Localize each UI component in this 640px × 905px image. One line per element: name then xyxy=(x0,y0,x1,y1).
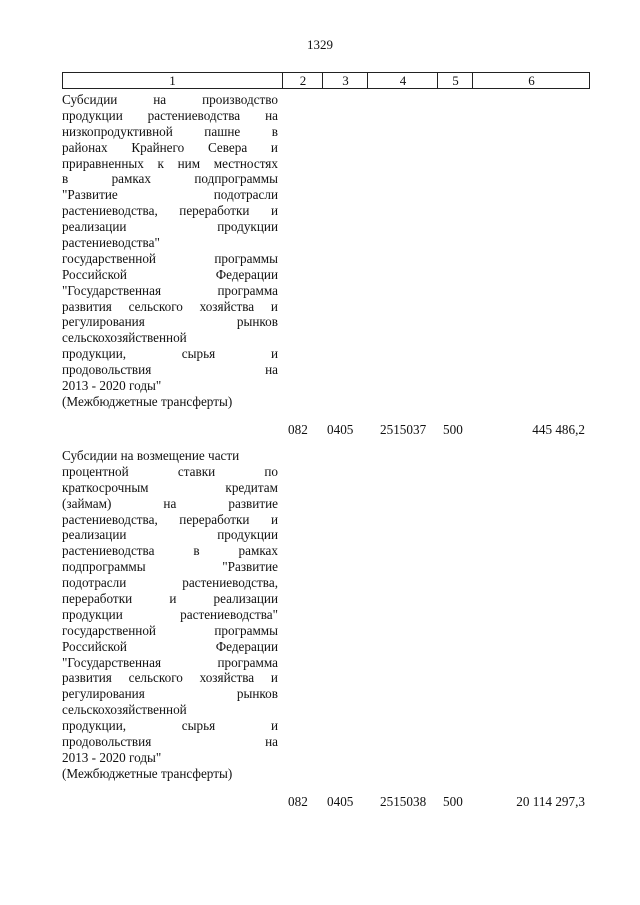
description-word: развития xyxy=(62,670,112,686)
description-word: растениеводства" xyxy=(62,235,160,251)
description-word: переработки xyxy=(179,511,250,527)
description-line xyxy=(62,171,278,187)
description-line xyxy=(62,362,278,378)
description-word: растениеводства, xyxy=(62,203,158,219)
description-word: государственной xyxy=(62,250,156,266)
description-word: сельского xyxy=(128,298,183,314)
description-word: подпрограммы xyxy=(62,559,146,575)
description-word: реализации xyxy=(213,591,278,607)
description-word: продукции xyxy=(217,219,278,235)
description-word: пашне xyxy=(204,123,241,139)
description-word: и xyxy=(270,203,278,219)
description-word: продукции, xyxy=(62,346,127,362)
description-line xyxy=(62,734,278,750)
description-word: краткосрочным xyxy=(62,479,149,495)
description-word: подотрасли xyxy=(213,187,278,203)
description-word: подпрограммы xyxy=(194,171,278,187)
description-word: по xyxy=(264,463,278,479)
description-word: продукции xyxy=(62,606,123,622)
header-col-4: 4 xyxy=(367,73,438,88)
description-word: рамках xyxy=(238,543,278,559)
description-word: и xyxy=(270,346,278,362)
description-word: процентной xyxy=(62,463,129,479)
description-word: сырья xyxy=(181,346,216,362)
description-word: рамках xyxy=(111,171,152,187)
description-word: хозяйства xyxy=(199,670,255,686)
description-word: в xyxy=(62,171,69,187)
description-word: (Межбюджетные трансферты) xyxy=(62,765,233,781)
description-line xyxy=(62,591,278,607)
description-word: сельскохозяйственной xyxy=(62,702,187,718)
description-line xyxy=(62,108,278,124)
description-line xyxy=(62,330,278,346)
description-word: Российской xyxy=(62,266,127,282)
description-word: Крайнего xyxy=(131,139,185,155)
description-line xyxy=(62,512,278,528)
description-line xyxy=(62,655,278,671)
description-word: растениеводства xyxy=(147,107,241,123)
description-word: "Развитие xyxy=(222,559,278,575)
description-line xyxy=(62,686,278,702)
description-word: регулирования xyxy=(62,686,145,702)
description-word: программы xyxy=(214,250,278,266)
description-line xyxy=(62,623,278,639)
description-word: Российской xyxy=(62,638,127,654)
description-word: кредитам xyxy=(225,479,278,495)
description-line xyxy=(62,607,278,623)
description-line xyxy=(62,394,278,410)
description-word: программы xyxy=(214,622,278,638)
description-line xyxy=(62,559,278,575)
description-word: и xyxy=(270,298,278,314)
description-line xyxy=(62,203,278,219)
header-col-6: 6 xyxy=(472,73,590,88)
description-line xyxy=(62,448,278,464)
description-word: на xyxy=(163,495,177,511)
description-word: продукции, xyxy=(62,718,127,734)
description-word: сельскохозяйственной xyxy=(62,330,187,346)
description-word: продовольствия xyxy=(62,362,152,378)
description-word: растениеводства" xyxy=(180,606,278,622)
description-word: (займам) xyxy=(62,495,112,511)
description-word: переработки xyxy=(62,591,133,607)
description-word: развития xyxy=(62,298,112,314)
description-word: на xyxy=(265,107,278,123)
row-2-col3: 0405 xyxy=(327,794,354,809)
description-word: на xyxy=(265,362,278,378)
description-word: и xyxy=(169,591,177,607)
header-col-2: 2 xyxy=(282,73,323,88)
description-word: программа xyxy=(217,282,278,298)
description-line xyxy=(62,480,278,496)
description-word: к xyxy=(157,155,164,171)
row-2-col6: 20 114 297,3 xyxy=(516,794,585,809)
description-word: Субсидии xyxy=(62,92,118,107)
description-word: подотрасли xyxy=(62,575,127,591)
row-1-col4: 2515037 xyxy=(380,422,427,437)
row-1-col6: 445 486,2 xyxy=(532,422,585,437)
description-word: ставки xyxy=(177,463,216,479)
description-line xyxy=(62,92,278,108)
description-word: и xyxy=(270,511,278,527)
description-word: производство xyxy=(202,92,278,107)
description-line xyxy=(62,496,278,512)
description-word: "Государственная xyxy=(62,282,162,298)
description-line xyxy=(62,219,278,235)
description-line xyxy=(62,140,278,156)
description-word: государственной xyxy=(62,622,156,638)
description-word: растениеводства, xyxy=(182,575,278,591)
row-1-col2: 082 xyxy=(288,422,308,437)
description-word: местностях xyxy=(213,155,278,171)
row-2-col4: 2515038 xyxy=(380,794,427,809)
description-word: и xyxy=(270,139,278,155)
description-word: 2013 - 2020 годы" xyxy=(62,749,162,765)
description-word: на xyxy=(265,734,278,750)
description-line xyxy=(62,187,278,203)
description-word: продукции xyxy=(217,527,278,543)
row-2-col2: 082 xyxy=(288,794,308,809)
row-1-col3: 0405 xyxy=(327,422,354,437)
description-word: ним xyxy=(177,155,201,171)
description-word: реализации xyxy=(62,527,127,543)
description-line xyxy=(62,251,278,267)
header-col-1: 1 xyxy=(169,73,176,88)
description-line xyxy=(62,156,278,172)
description-line xyxy=(62,235,278,251)
description-line xyxy=(62,718,278,734)
header-col-5: 5 xyxy=(437,73,473,88)
table-header xyxy=(62,72,590,89)
description-word: рынков xyxy=(236,314,278,330)
description-word: в xyxy=(193,543,200,559)
description-word: растениеводства xyxy=(62,543,155,559)
description-word: Субсидии на возмещение части xyxy=(62,448,240,463)
description-line xyxy=(62,267,278,283)
description-word: сырья xyxy=(181,718,216,734)
row-1-description xyxy=(62,92,278,410)
description-word: переработки xyxy=(179,203,250,219)
description-word: Федерации xyxy=(215,266,278,282)
row-2-description xyxy=(62,448,278,782)
description-word: сельского xyxy=(128,670,183,686)
description-word: развитие xyxy=(228,495,278,511)
description-word: и xyxy=(270,718,278,734)
description-line xyxy=(62,575,278,591)
description-word: Федерации xyxy=(215,638,278,654)
description-line xyxy=(62,543,278,559)
description-word: на xyxy=(153,92,167,107)
description-word: в xyxy=(271,123,278,139)
description-word: регулирования xyxy=(62,314,145,330)
description-word: и xyxy=(270,670,278,686)
description-word: хозяйства xyxy=(199,298,255,314)
description-line xyxy=(62,766,278,782)
description-word: "Государственная xyxy=(62,654,162,670)
description-line xyxy=(62,527,278,543)
description-line xyxy=(62,702,278,718)
description-line xyxy=(62,639,278,655)
row-1-col5: 500 xyxy=(443,422,463,437)
description-word: низкопродуктивной xyxy=(62,123,173,139)
description-line xyxy=(62,283,278,299)
description-word: растениеводства, xyxy=(62,511,158,527)
description-line xyxy=(62,299,278,315)
description-word: (Межбюджетные трансферты) xyxy=(62,393,233,409)
description-line xyxy=(62,670,278,686)
description-word: "Развитие xyxy=(62,187,118,203)
description-word: приравненных xyxy=(62,155,144,171)
description-word: продукции xyxy=(62,107,123,123)
description-line xyxy=(62,314,278,330)
description-word: программа xyxy=(217,654,278,670)
description-line xyxy=(62,346,278,362)
description-line xyxy=(62,464,278,480)
header-col-3: 3 xyxy=(322,73,368,88)
description-word: 2013 - 2020 годы" xyxy=(62,378,162,394)
description-line xyxy=(62,378,278,394)
description-line xyxy=(62,124,278,140)
description-word: рынков xyxy=(236,686,278,702)
page-number: 1329 xyxy=(307,37,333,52)
description-word: районах xyxy=(62,139,108,155)
description-word: продовольствия xyxy=(62,734,152,750)
description-word: Севера xyxy=(207,139,248,155)
row-2-col5: 500 xyxy=(443,794,463,809)
description-word: реализации xyxy=(62,219,127,235)
description-line xyxy=(62,750,278,766)
